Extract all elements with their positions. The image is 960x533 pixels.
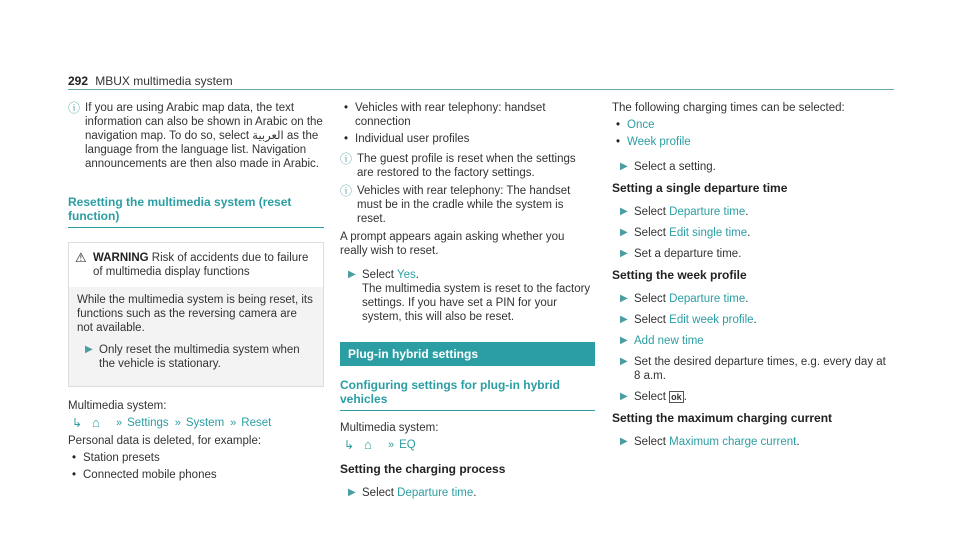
- option-week-profile[interactable]: Week profile: [627, 136, 691, 148]
- list-item: • Week profile: [616, 136, 691, 148]
- step-arrow-icon: ▶: [348, 487, 356, 498]
- list-item: • Station presets: [72, 452, 160, 464]
- chevron-icon: »: [230, 417, 237, 429]
- path-reset[interactable]: Reset: [241, 417, 272, 429]
- step-arrow-icon: ▶: [348, 269, 356, 280]
- step-arrow-icon: ▶: [620, 161, 628, 172]
- note-icon: ⓘ: [340, 152, 353, 166]
- chevron-icon: »: [388, 439, 395, 451]
- step-arrow-icon: ▶: [620, 356, 628, 367]
- path-settings[interactable]: Settings: [127, 417, 169, 429]
- step: ▶ Select Edit single time.: [612, 226, 894, 240]
- option-once[interactable]: Once: [627, 119, 655, 131]
- arabic-note: [68, 101, 324, 171]
- deleted-text: Personal data is deleted, for example:: [68, 435, 262, 447]
- warning-step: Only reset the multimedia system when the vehicle is stationary.: [99, 344, 300, 370]
- subheading-week: Setting the week profile: [612, 268, 747, 282]
- step: ▶ Select Departure time.: [612, 205, 894, 219]
- section-title-reset[interactable]: Resetting the multimedia system (reset function): [68, 195, 324, 228]
- menu-path: [344, 438, 595, 452]
- step: ▶ Set the desired departure times, e.g. every day at 8 a.m.: [612, 355, 894, 383]
- step: ▶ Select ok .: [612, 390, 894, 404]
- warning-triangle-icon: ⚠: [75, 250, 87, 265]
- select-yes-step: ▶ Select Yes. The multimedia system is reset to the factory settings. If you have set a PIN for your system, this will also be reset.: [340, 268, 595, 324]
- chevron-icon: »: [174, 417, 181, 429]
- list-item: • Connected mobile phones: [72, 469, 217, 481]
- departure-time-link[interactable]: Departure time: [397, 487, 474, 499]
- list-item: • Vehicles with rear telephony: handset connection: [344, 102, 546, 128]
- step: ▶ Select Maximum charge current.: [612, 435, 894, 449]
- chevron-icon: »: [116, 417, 123, 429]
- step-arrow-icon: ▶: [620, 436, 628, 447]
- departure-time-link[interactable]: Departure time: [669, 206, 746, 218]
- departure-time-link[interactable]: Departure time: [669, 293, 746, 305]
- subheading-charging: Setting the charging process: [340, 462, 506, 476]
- note-icon: ⓘ: [340, 184, 353, 198]
- subheading-max: Setting the maximum charging current: [612, 411, 833, 425]
- home-icon[interactable]: ⌂: [364, 437, 372, 452]
- warning-title: Risk of accidents due to failure of multimedia display functions: [93, 252, 309, 278]
- step-arrow-icon: ▶: [620, 248, 628, 259]
- multimedia-label: Multimedia system:: [68, 400, 167, 412]
- step-arrow-icon: ▶: [620, 206, 628, 217]
- page-number: 292: [68, 74, 89, 88]
- edit-week-profile-link[interactable]: Edit week profile: [669, 314, 754, 326]
- step: [612, 334, 894, 348]
- yes-option[interactable]: Yes: [396, 269, 416, 281]
- column-1: [68, 101, 324, 485]
- step-arrow-icon: ▶: [620, 391, 628, 402]
- edit-single-time-link[interactable]: Edit single time: [669, 227, 748, 239]
- header-title: MBUX multimedia system: [95, 74, 233, 88]
- note-icon: ⓘ: [68, 101, 81, 115]
- home-icon[interactable]: ⌂: [92, 415, 100, 430]
- select-departure-step: ▶ Select Departure time.: [340, 486, 595, 500]
- step: ▶ Select Edit week profile.: [612, 313, 894, 327]
- path-arrow-icon: ↳: [72, 416, 83, 430]
- subheading-single: Setting a single departure time: [612, 181, 788, 195]
- section-title-plugin[interactable]: Configuring settings for plug-in hybrid vehicles: [340, 378, 595, 411]
- menu-path: [72, 416, 324, 430]
- path-system[interactable]: System: [185, 417, 225, 429]
- path-arrow-icon: ↳: [344, 438, 355, 452]
- warning-label: WARNING: [93, 252, 149, 264]
- step-arrow-icon: ▶: [620, 293, 628, 304]
- warning-box: [68, 242, 324, 387]
- path-eq[interactable]: EQ: [399, 439, 416, 451]
- prompt-text: A prompt appears again asking whether you really wish to reset.: [340, 231, 565, 257]
- step: ▶ Select Departure time.: [612, 292, 894, 306]
- note-text: If you are using Arabic map data, the text information can also be shown in Arabic on the navigation map. To do so, select العربية as the language from the language list. Navigation announcements are then also made in Arabic.: [85, 102, 323, 170]
- multimedia-label: Multimedia system:: [340, 422, 439, 434]
- section-banner: Plug-in hybrid settings: [340, 342, 595, 366]
- step: ▶ Set a departure time.: [612, 247, 894, 261]
- select-setting-step: ▶ Select a setting.: [612, 160, 894, 174]
- page-header: [68, 74, 894, 90]
- step-arrow-icon: ▶: [620, 335, 628, 346]
- intro-text: The following charging times can be selected:: [612, 102, 845, 114]
- guest-profile-note: ⓘ The guest profile is reset when the settings are restored to the factory settings.: [340, 152, 576, 179]
- reset-result: The multimedia system is reset to the factory settings. If you have set a PIN for your system, this will also be reset.: [362, 283, 591, 323]
- step-arrow-icon: ▶: [85, 344, 93, 355]
- step-arrow-icon: ▶: [620, 227, 628, 238]
- warning-text: While the multimedia system is being reset, its functions such as the reversing camera are not available.: [77, 294, 313, 334]
- ok-button[interactable]: ok: [671, 392, 682, 402]
- column-3: [612, 101, 894, 456]
- add-new-time-link[interactable]: Add new time: [634, 335, 704, 347]
- handset-note: ⓘ Vehicles with rear telephony: The handset must be in the cradle while the system is reset.: [340, 184, 571, 225]
- list-item: • Once: [616, 119, 655, 131]
- column-2: [340, 101, 595, 507]
- max-charge-current-link[interactable]: Maximum charge current: [669, 436, 797, 448]
- step-arrow-icon: ▶: [620, 314, 628, 325]
- list-item: • Individual user profiles: [344, 133, 470, 145]
